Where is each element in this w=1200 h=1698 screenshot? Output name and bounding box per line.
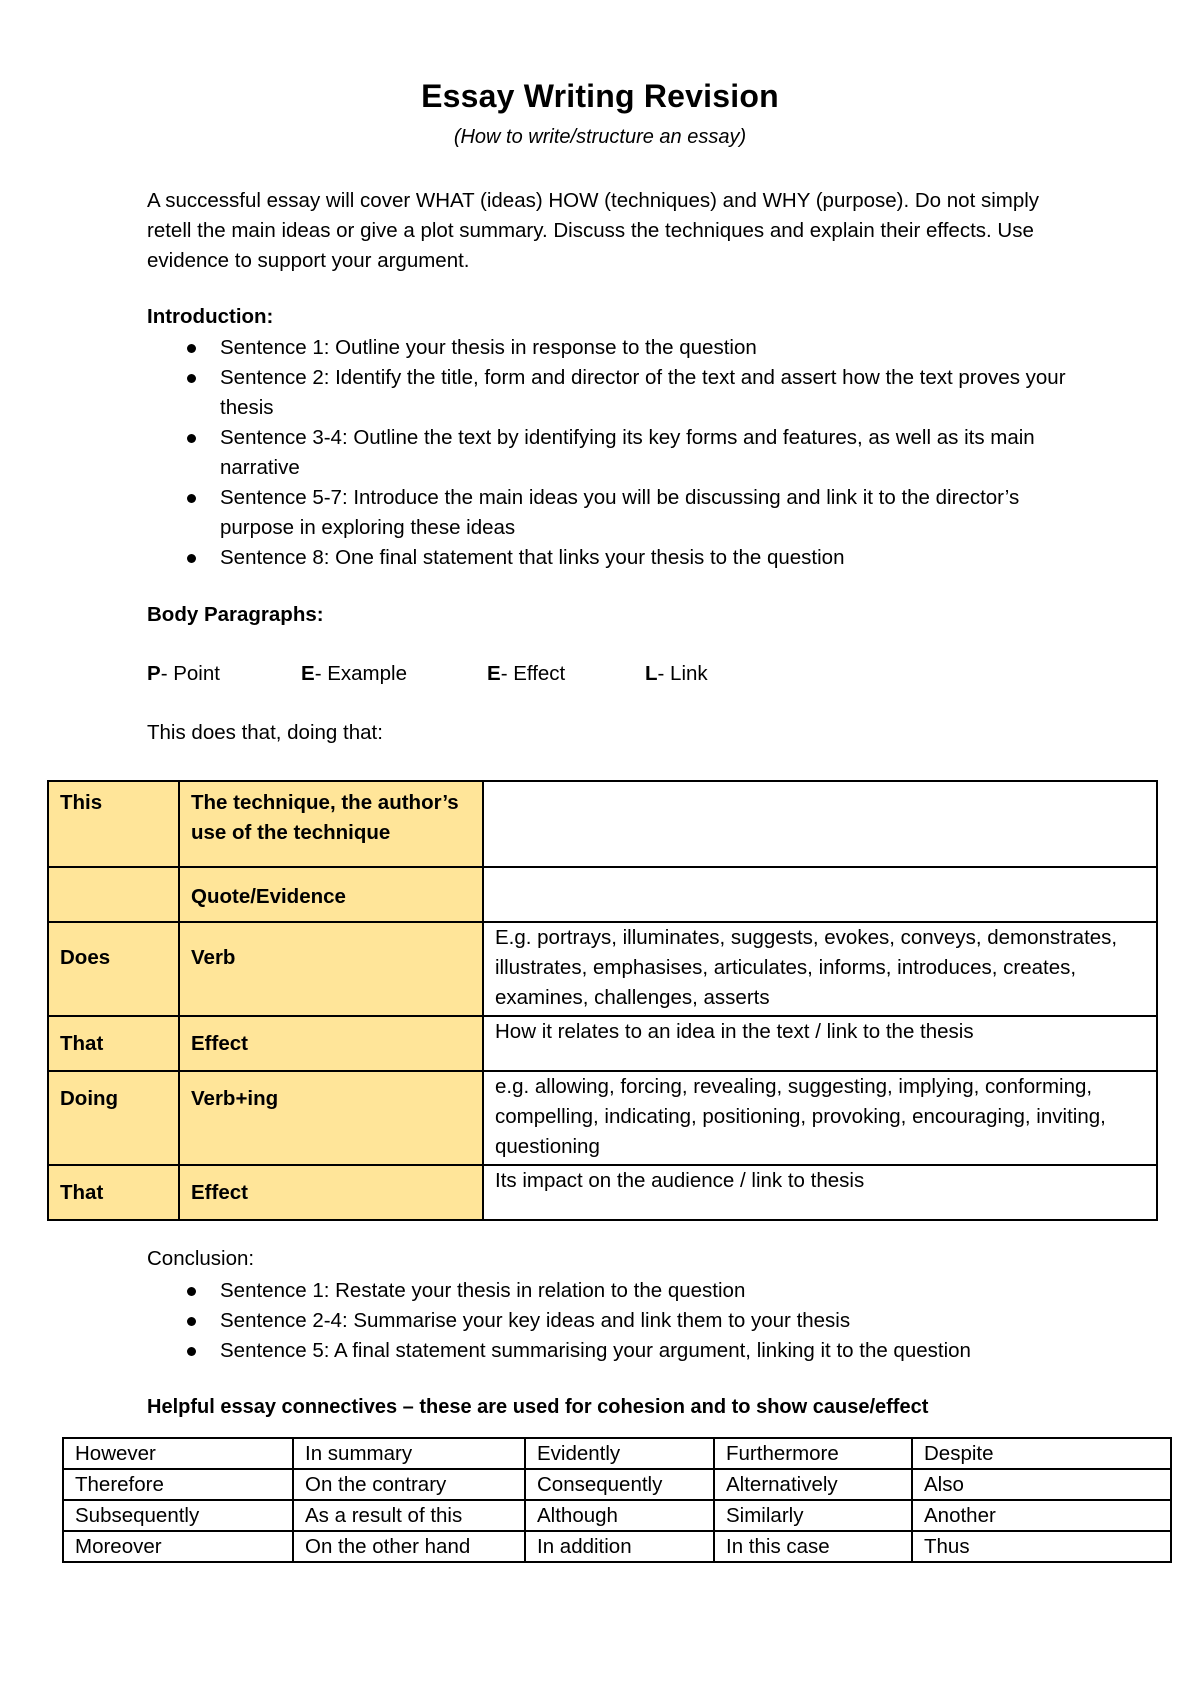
table-cell: Thus bbox=[912, 1531, 1171, 1562]
introduction-list bbox=[147, 333, 1077, 573]
table-row bbox=[48, 1071, 1157, 1165]
table-cell: Its impact on the audience / link to thesis bbox=[483, 1165, 1157, 1220]
table-cell: In summary bbox=[293, 1438, 525, 1469]
table-row bbox=[48, 922, 1157, 1016]
connectives-heading: Helpful essay connectives – these are used for cohesion and to show cause/effect bbox=[147, 1396, 929, 1418]
list-item: Sentence 3-4: Outline the text by identifying its key forms and features, as well as its main narrative bbox=[147, 423, 1077, 483]
table-cell: Moreover bbox=[63, 1531, 293, 1562]
table-cell bbox=[48, 867, 179, 922]
list-item: Sentence 5: A final statement summarising your argument, linking it to the question bbox=[147, 1336, 1077, 1366]
table-cell: Evidently bbox=[525, 1438, 714, 1469]
table-row bbox=[63, 1531, 1171, 1562]
table-cell: In this case bbox=[714, 1531, 912, 1562]
bullet-icon bbox=[187, 344, 196, 353]
table-row bbox=[48, 781, 1157, 867]
table-cell: Alternatively bbox=[714, 1469, 912, 1500]
page-subtitle: (How to write/structure an essay) bbox=[453, 126, 747, 148]
table-row bbox=[63, 1500, 1171, 1531]
table-cell: Although bbox=[525, 1500, 714, 1531]
table-row bbox=[48, 1016, 1157, 1071]
table-cell: Furthermore bbox=[714, 1438, 912, 1469]
peel-effect: E- Effect bbox=[487, 662, 566, 685]
table-cell: Similarly bbox=[714, 1500, 912, 1531]
table-cell: Another bbox=[912, 1500, 1171, 1531]
conclusion-heading: Conclusion: bbox=[147, 1247, 255, 1270]
table-cell: Also bbox=[912, 1469, 1171, 1500]
table-cell: e.g. allowing, forcing, revealing, suggesting, implying, conforming, compelling, indicating, positioning, provoking, encouraging, inviting, questioning bbox=[483, 1071, 1157, 1165]
formula-line: This does that, doing that: bbox=[147, 721, 383, 744]
table-row bbox=[48, 1165, 1157, 1220]
table-cell: Effect bbox=[179, 1016, 483, 1071]
bullet-icon bbox=[187, 374, 196, 383]
intro-paragraph: A successful essay will cover WHAT (ideas) HOW (techniques) and WHY (purpose). Do not simply retell the main ideas or give a plot summary. Discuss the techniques and explain their effects. Use evidence to support your argument. bbox=[147, 189, 1040, 272]
table-cell: On the contrary bbox=[293, 1469, 525, 1500]
table-cell: The technique, the author’s use of the technique bbox=[179, 781, 483, 867]
table-cell: On the other hand bbox=[293, 1531, 525, 1562]
table-cell: Doing bbox=[48, 1071, 179, 1165]
table-cell: Verb+ing bbox=[179, 1071, 483, 1165]
table-cell: Quote/Evidence bbox=[179, 867, 483, 922]
bullet-icon bbox=[187, 1317, 196, 1326]
bullet-icon bbox=[187, 1287, 196, 1296]
table-cell: Subsequently bbox=[63, 1500, 293, 1531]
table-cell: Therefore bbox=[63, 1469, 293, 1500]
table-cell: As a result of this bbox=[293, 1500, 525, 1531]
table-row bbox=[63, 1438, 1171, 1469]
table-row bbox=[63, 1469, 1171, 1500]
table-cell: E.g. portrays, illuminates, suggests, evokes, conveys, demonstrates, illustrates, emphasises, articulates, informs, introduces, creates, examines, challenges, asserts bbox=[483, 922, 1157, 1016]
table-cell: This bbox=[48, 781, 179, 867]
list-item: Sentence 5-7: Introduce the main ideas you will be discussing and link it to the director’s purpose in exploring these ideas bbox=[147, 483, 1077, 543]
bullet-icon bbox=[187, 554, 196, 563]
conclusion-list bbox=[147, 1276, 1077, 1366]
peel-link: L- Link bbox=[645, 662, 708, 685]
table-cell: How it relates to an idea in the text / link to the thesis bbox=[483, 1016, 1157, 1071]
bullet-icon bbox=[187, 434, 196, 443]
bullet-icon bbox=[187, 494, 196, 503]
list-item: Sentence 8: One final statement that links your thesis to the question bbox=[147, 543, 1077, 573]
introduction-heading: Introduction: bbox=[147, 305, 274, 328]
table-cell bbox=[483, 781, 1157, 867]
list-item: Sentence 1: Restate your thesis in relation to the question bbox=[147, 1276, 1077, 1306]
page-title: Essay Writing Revision bbox=[421, 78, 779, 114]
table-cell: However bbox=[63, 1438, 293, 1469]
list-item: Sentence 1: Outline your thesis in response to the question bbox=[147, 333, 1077, 363]
table-row bbox=[48, 867, 1157, 922]
list-item: Sentence 2: Identify the title, form and director of the text and assert how the text proves your thesis bbox=[147, 363, 1077, 423]
table-cell: That bbox=[48, 1016, 179, 1071]
peel-point: P- Point bbox=[147, 662, 220, 685]
table-cell: Consequently bbox=[525, 1469, 714, 1500]
table-cell bbox=[483, 867, 1157, 922]
table-cell: Does bbox=[48, 922, 179, 1016]
table-cell: Verb bbox=[179, 922, 483, 1016]
bullet-icon bbox=[187, 1347, 196, 1356]
peel-example: E- Example bbox=[301, 662, 407, 685]
peel-table bbox=[47, 780, 1158, 1221]
table-cell: That bbox=[48, 1165, 179, 1220]
list-item: Sentence 2-4: Summarise your key ideas and link them to your thesis bbox=[147, 1306, 1077, 1336]
table-cell: In addition bbox=[525, 1531, 714, 1562]
table-cell: Effect bbox=[179, 1165, 483, 1220]
connectives-table bbox=[62, 1437, 1172, 1563]
table-cell: Despite bbox=[912, 1438, 1171, 1469]
body-paragraphs-heading: Body Paragraphs: bbox=[147, 603, 324, 626]
